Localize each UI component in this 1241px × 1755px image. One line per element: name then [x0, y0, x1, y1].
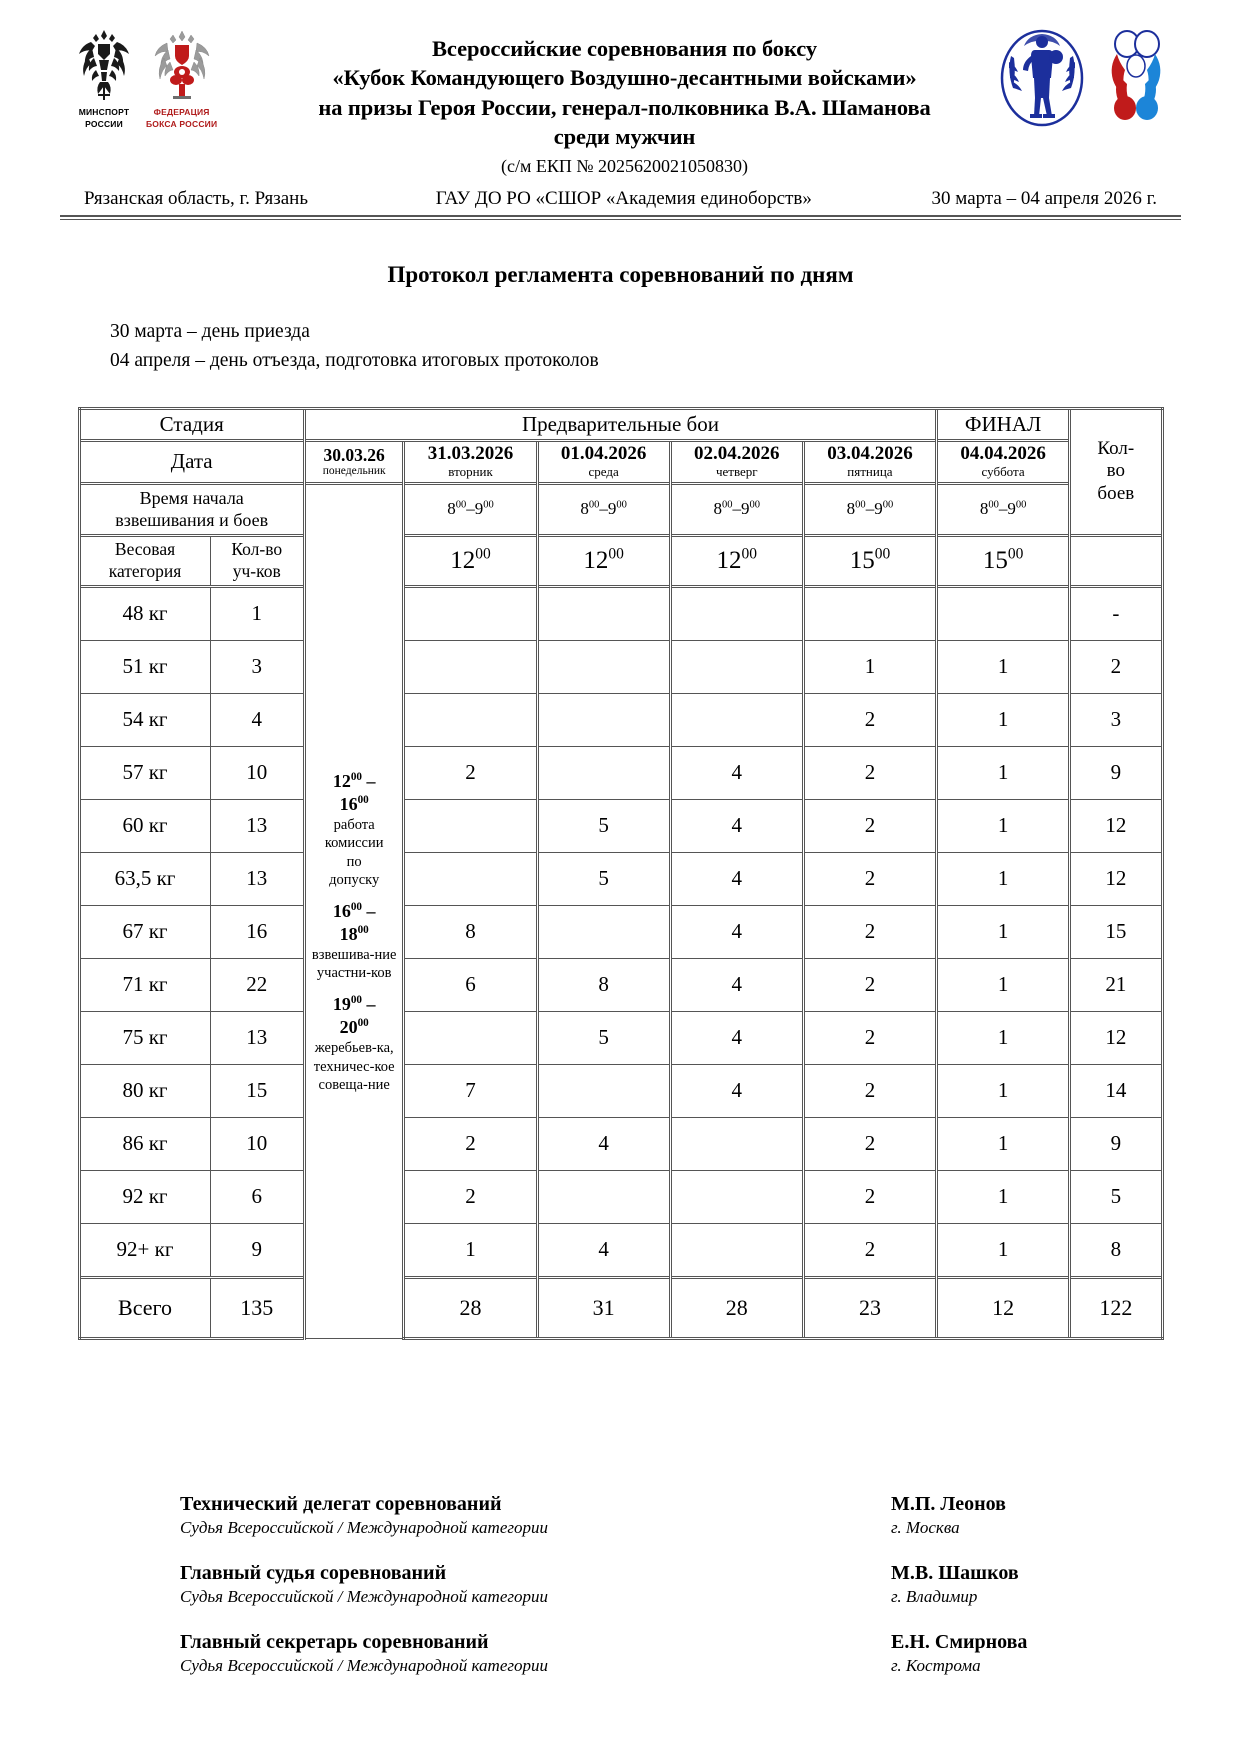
table-row	[79, 746, 1162, 799]
row-category: 92+ кг	[79, 1223, 210, 1277]
row-category: 75 кг	[79, 1011, 210, 1064]
row-d02	[670, 1170, 803, 1223]
row-total: 12	[1070, 1011, 1162, 1064]
right-logos	[985, 28, 1181, 128]
row-d01	[537, 905, 670, 958]
weighin-1-a: $8^{00}-9^{00}$	[447, 499, 494, 519]
start-time-2: 12	[583, 546, 609, 574]
day-date-0: 30.03.26	[323, 444, 385, 465]
row-category: 92 кг	[79, 1170, 210, 1223]
row-category: 51 кг	[79, 640, 210, 693]
note-departure: 04 апреля – день отъезда, подготовка итоговых протоколов	[110, 349, 599, 371]
day-cell-2	[537, 440, 670, 483]
day-date-3: 02.04.2026	[694, 442, 780, 464]
row-participants: 15	[210, 1064, 304, 1117]
header-stage-label: Стадия	[79, 408, 304, 440]
mon-t1-from: 12	[332, 770, 351, 791]
signature-category: Судья Всероссийской / Международной категории	[180, 1655, 548, 1675]
row-d04: 1	[937, 746, 1070, 799]
row-total: 12	[1070, 852, 1162, 905]
schedule-table	[78, 407, 1164, 1340]
start-time-cell-4: $15^{00}$	[803, 535, 936, 586]
row-participants: 10	[210, 1117, 304, 1170]
header-weight-category	[79, 535, 210, 586]
signature-city: г. Москва	[891, 1517, 960, 1537]
row-participants: 4	[210, 693, 304, 746]
row-participants: 16	[210, 905, 304, 958]
row-category: 67 кг	[79, 905, 210, 958]
signature-city: г. Владимир	[891, 1586, 978, 1606]
row-d04: 1	[937, 1117, 1070, 1170]
row-participants: 13	[210, 852, 304, 905]
boxing-federation-caption-line2: БОКСА РОССИИ	[146, 118, 218, 129]
row-d03: 2	[803, 799, 936, 852]
row-d01	[537, 640, 670, 693]
bouts-hdr-line2: во	[1106, 460, 1125, 482]
row-d02	[670, 586, 803, 640]
row-d03: 2	[803, 746, 936, 799]
row-d03	[803, 586, 936, 640]
boxing-gloves-emblem-icon	[1097, 28, 1175, 128]
page-title: Протокол регламента соревнований по дням	[387, 262, 854, 288]
signature-name: Е.Н. Смирнова	[891, 1630, 1028, 1653]
notes-block	[60, 318, 1181, 375]
totals-d03: 23	[803, 1277, 936, 1338]
weighin-5-a: $8^{00}-9^{00}$	[979, 499, 1027, 519]
row-d04: 1	[937, 640, 1070, 693]
title-line-2: «Кубок Командующего Воздушно-десантными войсками»	[332, 65, 917, 91]
start-time-cell-5: $15^{00}$	[937, 535, 1070, 586]
day-date-5: 04.04.2026	[960, 442, 1046, 464]
minsport-emblem-icon	[74, 28, 134, 106]
minsport-caption-line2: РОССИИ	[85, 118, 123, 129]
row-d04: 1	[937, 1223, 1070, 1277]
monday-activities-text: $12^{00}$ – $16^{00}$ работа комиссии по допуску $16^{00}$ – $18^{00}$ взвешива-ние участни-ков $19^{00}$ – $20^{00}$ жеребьев-ка, техничес-кое совеща-ние	[311, 770, 397, 1094]
row-d31: 2	[404, 1170, 537, 1223]
weighin-cell-1	[404, 483, 537, 535]
row-d02	[670, 693, 803, 746]
row-participants: 13	[210, 799, 304, 852]
row-d01: 8	[537, 958, 670, 1011]
row-d31	[404, 852, 537, 905]
venue-dates: 30 марта – 04 апреля 2026 г.	[931, 188, 1157, 210]
signature-left	[180, 1630, 548, 1677]
signature-row	[60, 1630, 1181, 1677]
row-d02: 4	[670, 958, 803, 1011]
row-total: 2	[1070, 640, 1162, 693]
totals-participants: 135	[210, 1277, 304, 1338]
row-participants: 3	[210, 640, 304, 693]
row-total: 14	[1070, 1064, 1162, 1117]
totals-d01: 31	[537, 1277, 670, 1338]
row-category: 63,5 кг	[79, 852, 210, 905]
start-time-1: 12	[450, 546, 476, 574]
row-category: 86 кг	[79, 1117, 210, 1170]
mon-t3-from: 19	[332, 993, 351, 1014]
totals-d02: 28	[670, 1277, 803, 1338]
row-d03: 2	[803, 1064, 936, 1117]
start-time-4: 15	[849, 546, 875, 574]
weighin-cell-2	[537, 483, 670, 535]
totals-d31: 28	[404, 1277, 537, 1338]
row-d01	[537, 586, 670, 640]
row-d31: 2	[404, 1117, 537, 1170]
row-d04: 1	[937, 799, 1070, 852]
table-row	[79, 799, 1162, 852]
table-row	[79, 1064, 1162, 1117]
row-d02	[670, 1223, 803, 1277]
table-header-date-row	[79, 440, 1162, 483]
weighin-cell-4	[803, 483, 936, 535]
signature-name: М.П. Леонов	[891, 1492, 1006, 1515]
mon-t3-text: жеребьев-ка, техничес-кое совеща-ние	[313, 1040, 395, 1094]
table-row	[79, 1011, 1162, 1064]
row-category: 60 кг	[79, 799, 210, 852]
signature-role: Главный секретарь соревнований	[180, 1630, 489, 1653]
note-arrival: 30 марта – день приезда	[110, 321, 310, 343]
header-participants-count	[210, 535, 304, 586]
title-line-1: Всероссийские соревнования по боксу	[432, 36, 817, 61]
day-dow-5: суббота	[981, 463, 1025, 479]
day-cell-3	[670, 440, 803, 483]
vdv-boxing-cup-emblem-icon	[997, 28, 1087, 128]
row-d03: 2	[803, 1223, 936, 1277]
table-totals-row	[79, 1277, 1162, 1338]
row-d31	[404, 640, 537, 693]
row-participants: 6	[210, 1170, 304, 1223]
table-header-stage-row	[79, 408, 1162, 440]
row-d02	[670, 1117, 803, 1170]
start-time-5: 15	[982, 546, 1008, 574]
bouts-hdr-line3: боев	[1097, 483, 1135, 505]
signature-category: Судья Всероссийской / Международной категории	[180, 1517, 548, 1537]
row-total: 9	[1070, 746, 1162, 799]
start-time-cell-2: $12^{00}$	[537, 535, 670, 586]
header-prelim-label: Предварительные бои	[304, 408, 936, 440]
row-d03: 2	[803, 905, 936, 958]
day-date-4: 03.04.2026	[827, 442, 913, 464]
row-d03: 2	[803, 1117, 936, 1170]
title-line-4: среди мужчин	[553, 123, 696, 149]
table-row	[79, 640, 1162, 693]
row-total: -	[1070, 586, 1162, 640]
row-d02: 4	[670, 799, 803, 852]
row-d01: 5	[537, 852, 670, 905]
row-d02: 4	[670, 852, 803, 905]
row-d31: 7	[404, 1064, 537, 1117]
totals-total: 122	[1070, 1277, 1162, 1338]
row-d04: 1	[937, 693, 1070, 746]
row-category: 80 кг	[79, 1064, 210, 1117]
table-row	[79, 905, 1162, 958]
row-d31	[404, 586, 537, 640]
signature-row	[60, 1561, 1181, 1608]
time-label-line1: Время начала	[139, 487, 244, 508]
day-dow-0: понедельник	[322, 464, 386, 477]
row-d02: 4	[670, 905, 803, 958]
mon-t2-to: 18	[339, 923, 358, 944]
row-total: 8	[1070, 1223, 1162, 1277]
signature-row	[60, 1492, 1181, 1539]
table-row	[79, 1223, 1162, 1277]
row-category: 48 кг	[79, 586, 210, 640]
row-total: 9	[1070, 1117, 1162, 1170]
count-hdr-line2: уч-ков	[232, 560, 281, 581]
table-header-columns-row	[79, 535, 1162, 586]
signature-right	[891, 1630, 1121, 1677]
weighin-cell-5	[937, 483, 1070, 535]
row-d01	[537, 746, 670, 799]
weighin-3-a: $8^{00}-9^{00}$	[713, 499, 761, 519]
header-divider	[60, 215, 1181, 220]
row-d03: 2	[803, 958, 936, 1011]
mon-t3-to: 20	[339, 1017, 358, 1037]
bouts-header-spacer	[1070, 535, 1162, 586]
row-d31: 6	[404, 958, 537, 1011]
signature-role: Технический делегат соревнований	[180, 1492, 502, 1515]
day-cell-1	[404, 440, 537, 483]
row-d03: 2	[803, 1011, 936, 1064]
signatures-block	[0, 1492, 1241, 1699]
row-d01: 4	[537, 1223, 670, 1277]
row-total: 15	[1070, 905, 1162, 958]
header-bouts-count	[1070, 408, 1162, 535]
row-d02	[670, 640, 803, 693]
count-hdr-line1: Кол-во	[231, 538, 283, 559]
row-total: 5	[1070, 1170, 1162, 1223]
weight-hdr-line1: Весовая	[114, 538, 176, 559]
day-dow-3: четверг	[715, 463, 758, 479]
monday-activities-cell	[304, 483, 404, 1338]
signature-left	[180, 1561, 548, 1608]
row-d02: 4	[670, 1011, 803, 1064]
ekp-number: (с/м ЕКП № 2025620021050830)	[500, 156, 749, 176]
row-d02: 4	[670, 1064, 803, 1117]
day-dow-4: пятница	[847, 463, 893, 479]
mon-t1-to: 16	[339, 793, 358, 814]
row-category: 57 кг	[79, 746, 210, 799]
signature-role: Главный судья соревнований	[180, 1561, 447, 1584]
signature-right	[891, 1561, 1121, 1608]
header-final-label: ФИНАЛ	[937, 408, 1070, 440]
row-d01	[537, 1064, 670, 1117]
day-date-1: 31.03.2026	[427, 442, 514, 464]
minsport-caption-line1: МИНСПОРТ	[78, 107, 130, 117]
signature-left	[180, 1492, 548, 1539]
row-participants: 9	[210, 1223, 304, 1277]
table-header-weighin-row	[79, 483, 1162, 535]
row-d31	[404, 1011, 537, 1064]
signature-category: Судья Всероссийской / Международной категории	[180, 1586, 548, 1606]
row-d03: 1	[803, 640, 936, 693]
row-category: 54 кг	[79, 693, 210, 746]
row-d03: 2	[803, 852, 936, 905]
table-row	[79, 586, 1162, 640]
row-d03: 2	[803, 1170, 936, 1223]
row-category: 71 кг	[79, 958, 210, 1011]
boxing-federation-caption-line1: ФЕДЕРАЦИЯ	[153, 107, 210, 117]
boxing-federation-logo-block	[146, 28, 217, 130]
minsport-logo-block	[74, 28, 134, 130]
signature-name: М.В. Шашков	[891, 1561, 1019, 1584]
header-time-label	[79, 483, 304, 535]
row-d01: 5	[537, 799, 670, 852]
document-header	[60, 0, 1181, 178]
mon-t2-text: взвешива-ние участни-ков	[311, 946, 397, 982]
day-cell-0	[304, 440, 404, 483]
start-time-3: 12	[716, 546, 742, 574]
weighin-4-a: $8^{00}-9^{00}$	[846, 499, 894, 519]
weighin-cell-3	[670, 483, 803, 535]
header-date-label: Дата	[79, 440, 304, 483]
venue-organization: ГАУ ДО РО «СШОР «Академия единоборств»	[435, 188, 812, 210]
row-participants: 13	[210, 1011, 304, 1064]
row-total: 21	[1070, 958, 1162, 1011]
totals-label: Всего	[79, 1277, 210, 1338]
start-time-cell-3: $12^{00}$	[670, 535, 803, 586]
table-row	[79, 958, 1162, 1011]
row-d04: 1	[937, 1011, 1070, 1064]
row-d04: 1	[937, 958, 1070, 1011]
row-d01	[537, 1170, 670, 1223]
day-cell-5	[937, 440, 1070, 483]
mon-t1-text: работа комиссии по допуску	[324, 816, 384, 889]
row-participants: 10	[210, 746, 304, 799]
weighin-2-a: $8^{00}-9^{00}$	[580, 499, 627, 519]
mon-t2-from: 16	[332, 900, 351, 921]
title-line-3: на призы Героя России, генерал-полковника В.А. Шаманова	[318, 94, 931, 120]
signature-city: г. Кострома	[891, 1655, 981, 1675]
totals-d04: 12	[937, 1277, 1070, 1338]
row-d31: 2	[404, 746, 537, 799]
day-dow-2: среда	[588, 463, 619, 479]
time-label-line2: взвешивания и боев	[115, 510, 269, 531]
row-d04: 1	[937, 1170, 1070, 1223]
table-row	[79, 852, 1162, 905]
table-row	[79, 1170, 1162, 1223]
bouts-hdr-line1: Кол-	[1097, 437, 1135, 459]
start-time-cell-1: $12^{00}$	[404, 535, 537, 586]
venue-region: Рязанская область, г. Рязань	[84, 188, 309, 210]
row-d04	[937, 586, 1070, 640]
row-d01: 4	[537, 1117, 670, 1170]
day-dow-1: вторник	[448, 463, 493, 479]
day-date-2: 01.04.2026	[560, 442, 647, 464]
row-d02: 4	[670, 746, 803, 799]
left-logos	[60, 28, 264, 130]
row-d04: 1	[937, 1064, 1070, 1117]
table-row	[79, 693, 1162, 746]
header-title-block	[264, 28, 985, 178]
signature-right	[891, 1492, 1121, 1539]
row-total: 3	[1070, 693, 1162, 746]
row-d31: 1	[404, 1223, 537, 1277]
venue-row	[60, 178, 1181, 215]
day-cell-4	[803, 440, 936, 483]
row-d31: 8	[404, 905, 537, 958]
weight-hdr-line2: категория	[108, 560, 182, 581]
row-d31	[404, 693, 537, 746]
row-d31	[404, 799, 537, 852]
row-total: 12	[1070, 799, 1162, 852]
row-d03: 2	[803, 693, 936, 746]
row-d04: 1	[937, 905, 1070, 958]
row-participants: 1	[210, 586, 304, 640]
row-d01	[537, 693, 670, 746]
row-d04: 1	[937, 852, 1070, 905]
table-row	[79, 1117, 1162, 1170]
row-d01: 5	[537, 1011, 670, 1064]
row-participants: 22	[210, 958, 304, 1011]
boxing-federation-emblem-icon	[151, 28, 213, 106]
